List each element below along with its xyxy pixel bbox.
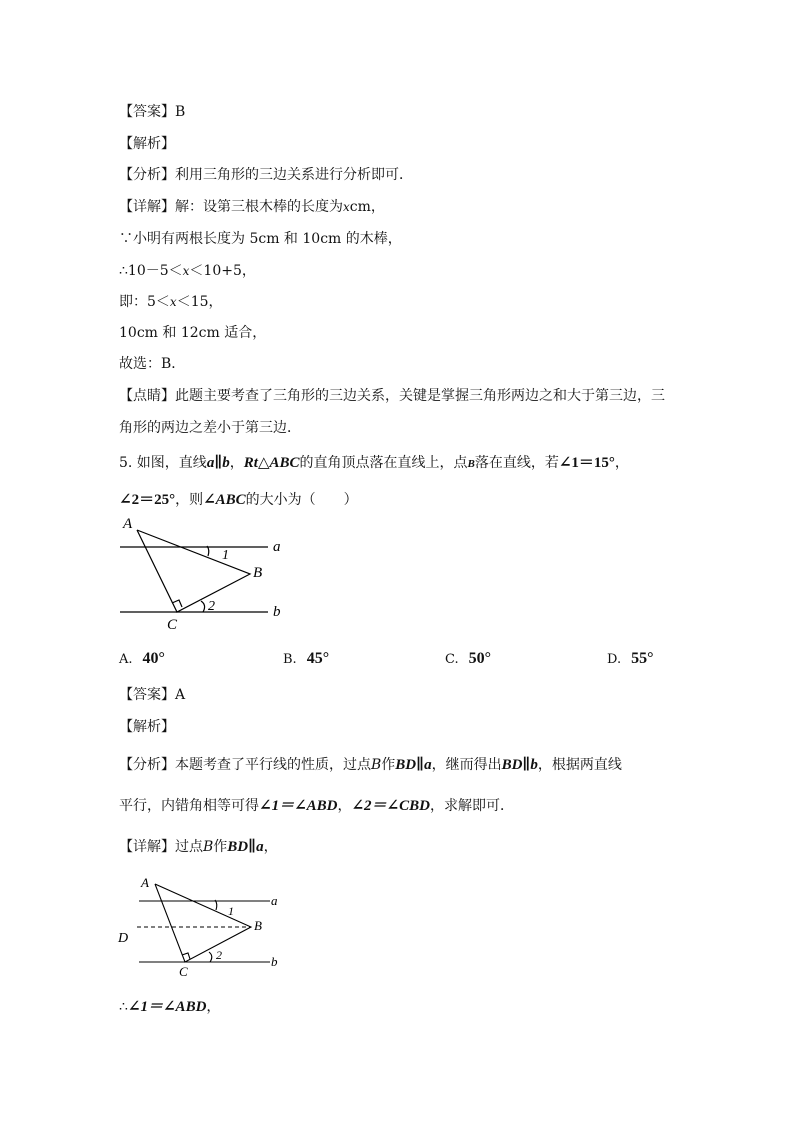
fig2-label-B: B xyxy=(254,918,262,933)
stem1-math-B: B xyxy=(467,458,475,470)
fenxi-label: 【分析】 xyxy=(119,167,175,183)
stem1-a: 5. 如图，直线 xyxy=(119,455,207,471)
fenxi-b: 作 xyxy=(381,757,396,773)
fig1-label-C: C xyxy=(167,617,178,633)
last-a: ∴ xyxy=(119,999,128,1015)
q5-detail-line xyxy=(119,837,278,857)
q5-analysis-heading: 【解析】 xyxy=(119,719,175,735)
detail-math: BD∥a xyxy=(227,839,264,855)
fenxi2-c: ，求解即可． xyxy=(429,798,514,814)
q4-step4: 10cm 和 12cm 适合， xyxy=(119,325,267,341)
fig1-label-B: B xyxy=(253,565,263,581)
q4-detail-line xyxy=(119,197,385,217)
q5-answer-label: 【答案】 xyxy=(119,687,175,703)
fig1-label-a: a xyxy=(273,539,281,555)
fenxi-text: 利用三角形的三边关系进行分析即可． xyxy=(175,167,413,183)
detail-B: B xyxy=(203,839,214,855)
q4-fenxi-line xyxy=(119,165,413,185)
option-d-value: 55° xyxy=(631,650,654,667)
option-c-letter: C. xyxy=(445,652,459,667)
point-label: 【点睛】 xyxy=(119,388,175,404)
option-b[interactable] xyxy=(283,650,329,668)
point-text1: 此题主要考查了三角形的三边关系，关键是掌握三角形两边之和大于第三边，三 xyxy=(175,388,665,404)
stem1-math-triangle: Rt△ABC xyxy=(243,455,300,471)
fig2-label-D: D xyxy=(118,931,129,946)
q4-point-line2: 角形的两边之差小于第三边． xyxy=(119,420,301,436)
option-b-letter: B. xyxy=(283,652,297,667)
fig2-label-1: 1 xyxy=(228,904,234,918)
last-math: ∠1＝∠ABD xyxy=(127,999,207,1015)
option-a-value: 40° xyxy=(142,650,165,667)
q5-fenxi-label: 【分析】 xyxy=(119,757,175,773)
fig2-label-2: 2 xyxy=(216,948,222,962)
fenxi-math-2: BD∥b xyxy=(501,757,538,773)
answer-value: B xyxy=(175,104,186,120)
fenxi-a: 本题考查了平行线的性质，过点 xyxy=(175,757,371,773)
detail-c: ， xyxy=(263,839,278,855)
fenxi2-math-1: ∠1＝∠ABD xyxy=(259,798,338,814)
detail-label: 【详解】 xyxy=(119,199,175,215)
q4-point-line1 xyxy=(119,386,665,406)
detail-var: x xyxy=(343,200,350,214)
stem2-math-angle2: ∠2＝25° xyxy=(119,492,176,508)
option-c[interactable] xyxy=(445,650,491,668)
answer-label: 【答案】 xyxy=(119,104,175,120)
fenxi-math-1: BD∥a xyxy=(395,757,432,773)
fenxi-c: ，继而得出 xyxy=(431,757,502,773)
q4-step3 xyxy=(119,292,223,312)
stem1-c: 的直角顶点落在直线上，点 xyxy=(299,455,468,471)
q5-stem-line1 xyxy=(119,453,629,474)
stem1-e: ， xyxy=(614,455,629,471)
step3-a: 即：5＜ xyxy=(119,294,170,310)
detail-a: 过点 xyxy=(175,839,203,855)
stem1-math-angle1: ∠1＝15° xyxy=(558,455,615,471)
q5-conclusion-line xyxy=(119,997,220,1017)
fig2-label-A: A xyxy=(141,875,149,890)
q5-answer-value: A xyxy=(175,687,186,703)
step2-a: ∴10－5＜ xyxy=(119,263,183,279)
q5-stem-line2 xyxy=(119,490,358,510)
fenxi-d: ，根据两直线 xyxy=(537,757,622,773)
q5-fenxi-line1 xyxy=(119,755,622,775)
step2-x: x xyxy=(182,264,190,278)
figure-2 xyxy=(115,872,295,982)
fenxi2-math-2: ∠2＝∠CBD xyxy=(351,798,430,814)
option-d-letter: D. xyxy=(607,652,622,667)
q5-fenxi-line2 xyxy=(119,796,514,816)
step3-x: x xyxy=(169,295,177,309)
last-b: ， xyxy=(206,999,221,1015)
detail-b: 作 xyxy=(213,839,228,855)
q4-step1: ∵小明有两根长度为 5cm 和 10cm 的木棒， xyxy=(119,231,402,247)
option-a-letter: A. xyxy=(119,652,133,667)
option-c-value: 50° xyxy=(468,650,492,667)
stem2-a: ，则 xyxy=(175,492,204,508)
q4-analysis-heading: 【解析】 xyxy=(119,136,175,152)
q5-answer-line xyxy=(119,685,185,705)
fenxi2-a: 平行，内错角相等可得 xyxy=(119,798,259,814)
fig1-label-b: b xyxy=(273,604,281,620)
detail-text: 解：设第三根木棒的长度为 xyxy=(175,199,343,215)
q5-detail-label: 【详解】 xyxy=(119,839,175,855)
fenxi2-b: ， xyxy=(337,798,352,814)
q4-answer-line xyxy=(119,102,185,122)
stem1-math-parallel: a∥b xyxy=(206,455,230,471)
fig1-label-1: 1 xyxy=(222,548,229,563)
figure-1 xyxy=(115,512,295,637)
q4-step2 xyxy=(119,261,256,281)
option-b-value: 45° xyxy=(306,650,330,667)
fig2-label-C: C xyxy=(179,964,188,979)
stem1-d: 落在直线，若 xyxy=(474,455,559,471)
detail-unit: cm， xyxy=(349,199,385,215)
option-d[interactable] xyxy=(607,650,654,668)
fig2-label-b: b xyxy=(271,954,278,969)
fig1-label-2: 2 xyxy=(208,599,215,614)
stem2-b: 的大小为（ ） xyxy=(245,492,358,508)
fig2-label-a: a xyxy=(271,893,278,908)
fenxi-B: B xyxy=(371,757,382,773)
q4-step5: 故选：B． xyxy=(119,356,186,372)
step2-b: ＜10+5， xyxy=(189,263,256,279)
fig1-label-A: A xyxy=(123,516,133,532)
option-a[interactable] xyxy=(119,650,165,668)
step3-b: ＜15， xyxy=(176,294,223,310)
stem2-math-abc: ∠ABC xyxy=(203,492,246,508)
stem1-b: ， xyxy=(229,455,244,471)
